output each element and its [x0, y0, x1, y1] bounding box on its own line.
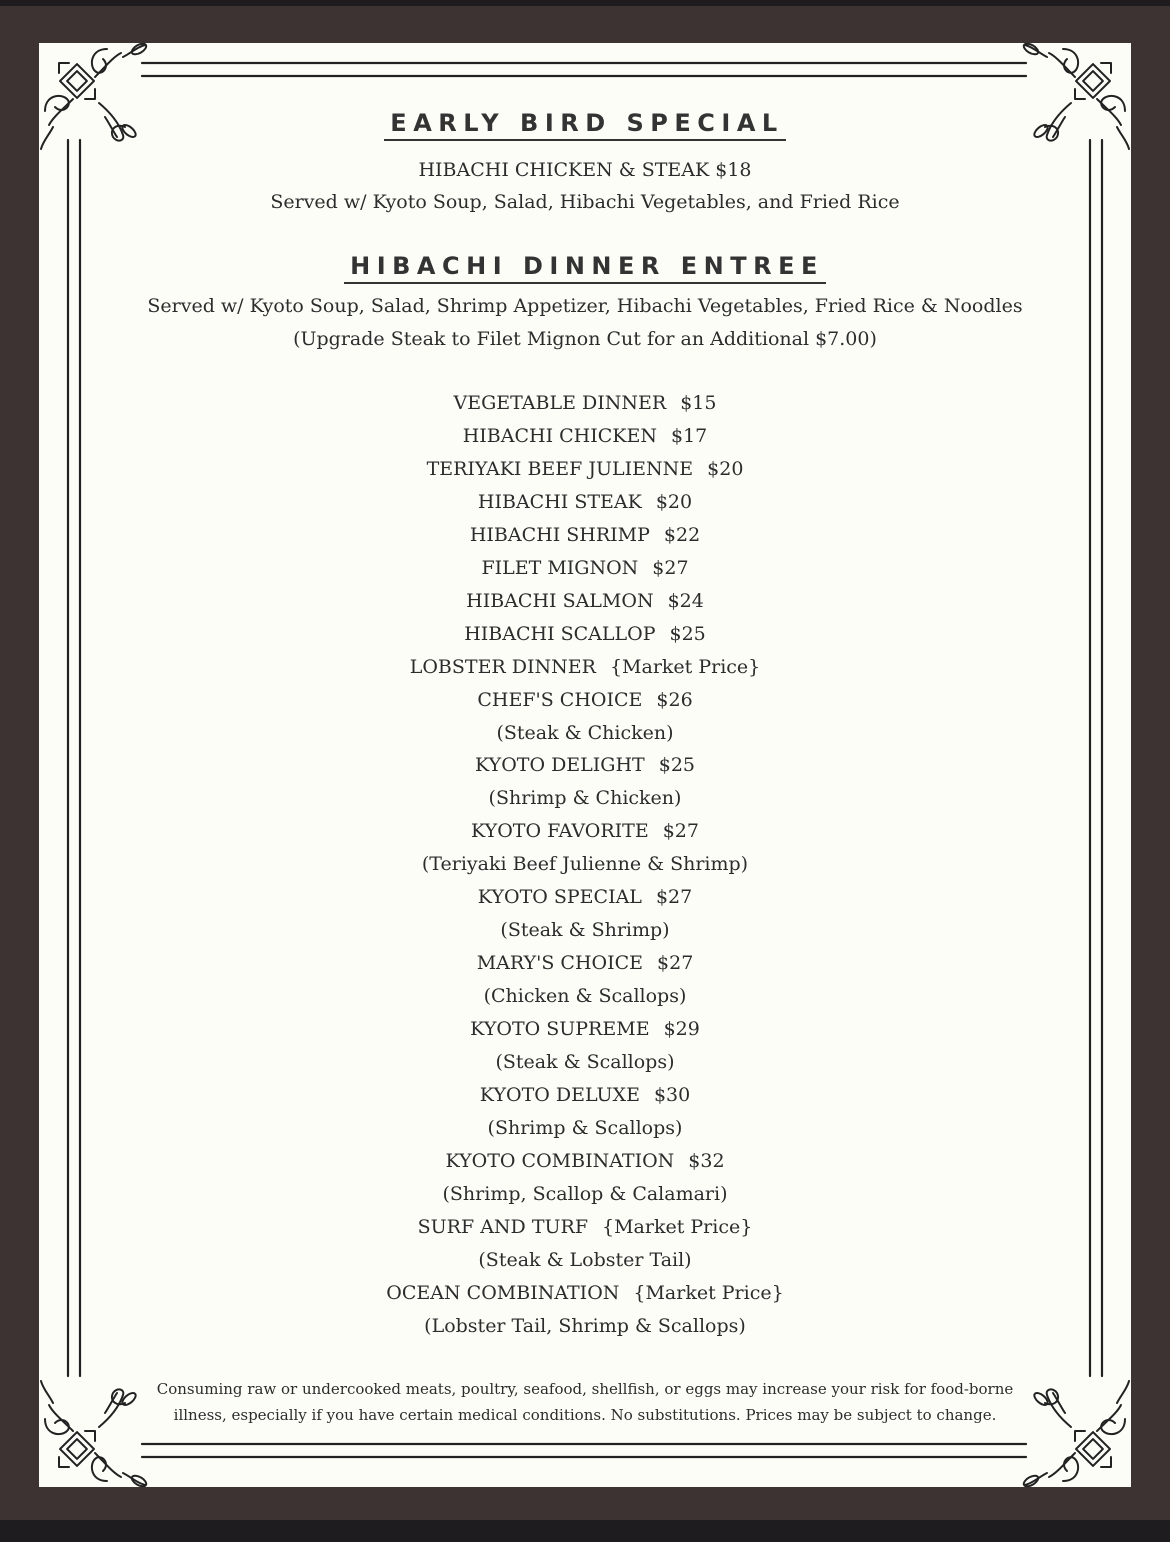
menu-item	[39, 1315, 1131, 1337]
menu-item-price: $29	[663, 1018, 700, 1041]
menu-item-price: $15	[680, 392, 717, 414]
menu-item	[39, 1282, 1131, 1304]
menu-item-name: HIBACHI SALMON	[466, 589, 654, 612]
menu-item	[39, 1150, 1131, 1172]
disclaimer	[39, 1376, 1131, 1428]
menu-item-name: KYOTO DELUXE	[479, 1083, 640, 1106]
hibachi-served: Served w/ Kyoto Soup, Salad, Shrimp Appetizer, Hibachi Vegetables, Fried Rice & Noodles	[147, 295, 1023, 317]
menu-item	[39, 458, 1131, 480]
menu-item-price: $17	[670, 424, 708, 447]
menu-item-price: $27	[662, 820, 699, 843]
menu-item-name: KYOTO DELIGHT	[474, 754, 645, 777]
menu-item-price: $27	[655, 886, 693, 909]
menu-item	[39, 1216, 1131, 1238]
menu-item-name: (Steak & Lobster Tail)	[478, 1248, 692, 1271]
menu-item	[39, 1018, 1131, 1040]
menu-item-name: HIBACHI SHRIMP	[469, 523, 650, 546]
menu-item-name: (Teriyaki Beef Julienne & Shrimp)	[421, 853, 749, 876]
menu-item-price: $32	[688, 1149, 725, 1172]
menu-item-name: KYOTO SUPREME	[470, 1018, 650, 1041]
menu-item-price: $27	[657, 952, 694, 975]
menu-item	[39, 886, 1131, 908]
menu-item-name: OCEAN COMBINATION	[386, 1281, 620, 1304]
menu-item-name: FILET MIGNON	[481, 556, 639, 579]
menu-item-name: HIBACHI CHICKEN	[462, 424, 657, 447]
menu-item-price: $22	[663, 523, 701, 546]
menu-item-name: MARY'S CHOICE	[476, 952, 644, 975]
early-bird-title: EARLY BIRD SPECIAL	[384, 109, 785, 141]
menu-item-name: (Chicken & Scallops)	[483, 985, 687, 1008]
hibachi-upgrade: (Upgrade Steak to Filet Mignon Cut for an Additional $7.00)	[293, 328, 877, 350]
menu-item	[39, 754, 1131, 776]
menu-item-price: {Market Price}	[602, 1215, 753, 1238]
early-bird-served: Served w/ Kyoto Soup, Salad, Hibachi Vegetables, and Fried Rice	[270, 191, 900, 213]
menu-item	[39, 1249, 1131, 1271]
menu-item	[39, 722, 1131, 744]
disclaimer-line-2: illness, especially if you have certain medical conditions. No substitutions. Prices may be subject to change.	[173, 1406, 997, 1424]
menu-item-name: CHEF'S CHOICE	[477, 688, 643, 711]
menu-item	[39, 557, 1131, 579]
menu-item-name: KYOTO FAVORITE	[471, 820, 649, 843]
menu-item-price: $20	[655, 490, 693, 513]
menu-item-name: VEGETABLE DINNER	[453, 392, 667, 414]
hibachi-heading	[39, 252, 1131, 280]
menu-item	[39, 656, 1131, 678]
menu-item-name: HIBACHI STEAK	[477, 490, 642, 513]
menu-item-price: $20	[707, 457, 744, 480]
menu-item	[39, 392, 1131, 414]
menu-item-name: (Shrimp, Scallop & Calamari)	[442, 1182, 728, 1205]
menu-item	[39, 985, 1131, 1007]
menu-item-price: $24	[667, 589, 704, 612]
menu-item	[39, 425, 1131, 447]
early-bird-heading	[39, 109, 1131, 137]
menu-item	[39, 919, 1131, 941]
menu-item	[39, 853, 1131, 875]
menu-item-name: (Steak & Scallops)	[495, 1051, 675, 1073]
menu-item	[39, 820, 1131, 842]
menu-item-price: $30	[653, 1083, 691, 1106]
menu-page	[39, 43, 1131, 1487]
menu-item	[39, 623, 1131, 645]
disclaimer-line-1: Consuming raw or undercooked meats, poultry, seafood, shellfish, or eggs may increase your risk for food-borne	[156, 1380, 1014, 1398]
menu-item-price: {Market Price}	[633, 1281, 784, 1304]
hibachi-title: HIBACHI DINNER ENTREE	[344, 252, 826, 284]
menu-content	[39, 43, 1131, 1487]
menu-item	[39, 524, 1131, 546]
menu-item	[39, 689, 1131, 711]
menu-item-name: (Steak & Shrimp)	[500, 919, 670, 942]
menu-item	[39, 491, 1131, 513]
menu-item-name: (Steak & Chicken)	[496, 721, 674, 744]
menu-item	[39, 1051, 1131, 1073]
menu-item-name: SURF AND TURF	[417, 1215, 589, 1238]
menu-item	[39, 1117, 1131, 1139]
menu-item-price: $25	[658, 754, 695, 777]
menu-item-name: LOBSTER DINNER	[409, 655, 596, 678]
bottom-dark-bar	[0, 1520, 1170, 1542]
menu-item-price: $26	[656, 688, 693, 711]
top-dark-bar	[0, 0, 1170, 6]
menu-item	[39, 952, 1131, 974]
menu-item	[39, 590, 1131, 612]
menu-item-name: HIBACHI SCALLOP	[464, 622, 656, 645]
menu-item-name: TERIYAKI BEEF JULIENNE	[426, 457, 694, 480]
menu-item-price: $25	[669, 622, 706, 645]
menu-item	[39, 1084, 1131, 1106]
menu-item-name: (Shrimp & Scallops)	[487, 1116, 683, 1139]
menu-item	[39, 1183, 1131, 1205]
menu-item-name: KYOTO SPECIAL	[477, 886, 642, 909]
menu-item-name: (Shrimp & Chicken)	[488, 787, 682, 810]
menu-item	[39, 787, 1131, 809]
menu-item-price: $27	[652, 556, 689, 579]
menu-item-price: {Market Price}	[609, 655, 761, 678]
early-bird-item: HIBACHI CHICKEN & STEAK $18	[418, 159, 752, 181]
menu-item-name: (Lobster Tail, Shrimp & Scallops)	[424, 1314, 746, 1337]
menu-item-name: KYOTO COMBINATION	[445, 1149, 675, 1172]
